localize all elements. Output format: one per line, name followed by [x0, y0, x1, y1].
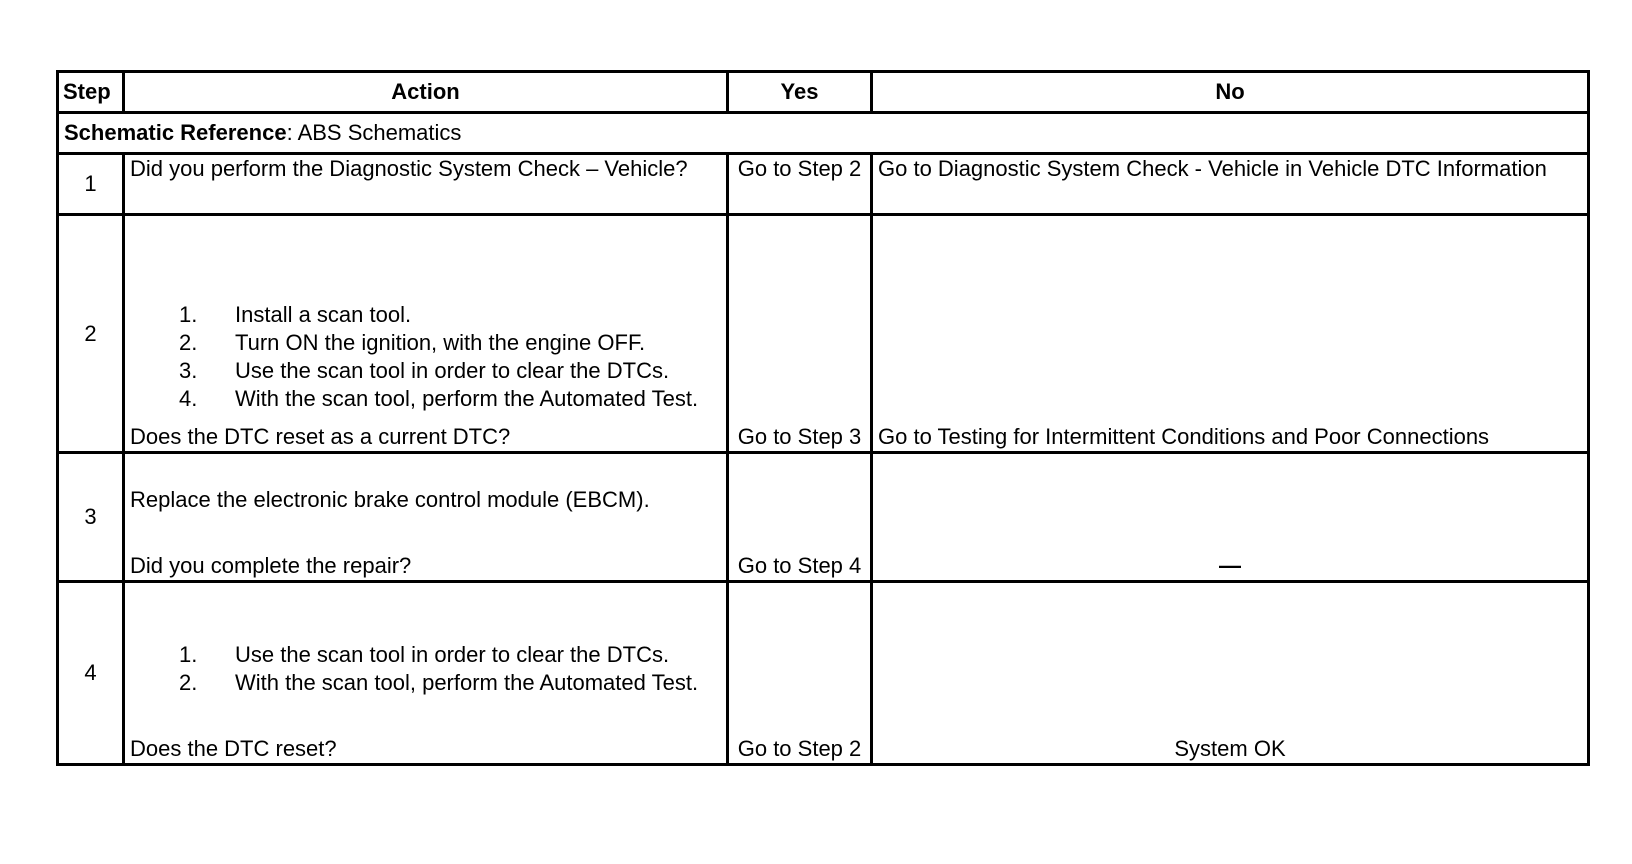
list-item: Install a scan tool. [235, 302, 412, 327]
list-item: Use the scan tool in order to clear the DTCs. [235, 358, 670, 383]
action-cell [124, 453, 728, 582]
no-cell [872, 453, 1589, 582]
action-instruction: Replace the electronic brake control module (EBCM). [130, 487, 650, 512]
yes-cell: Go to Step 4 [728, 453, 872, 582]
action-cell [124, 154, 728, 215]
action-steps-list [130, 641, 721, 697]
yes-cell: Go to Step 3 [728, 215, 872, 453]
header-no: No [872, 72, 1589, 113]
list-item: Use the scan tool in order to clear the DTCs. [235, 642, 670, 667]
header-yes: Yes [728, 72, 872, 113]
list-item: With the scan tool, perform the Automated Test. [235, 670, 699, 695]
action-cell [124, 215, 728, 453]
schematic-label: Schematic Reference [64, 120, 287, 145]
action-question: Did you complete the repair? [130, 553, 412, 578]
step-number: 3 [58, 453, 124, 582]
diagnostic-table [56, 70, 1590, 766]
table-row [58, 154, 1589, 215]
action-question: Did you perform the Diagnostic System Check – Vehicle? [130, 156, 688, 181]
action-cell [124, 582, 728, 765]
yes-cell: Go to Step 2 [728, 582, 872, 765]
yes-cell: Go to Step 2 [728, 154, 872, 215]
no-cell: System OK [872, 582, 1589, 765]
step-number: 4 [58, 582, 124, 765]
step-number: 2 [58, 215, 124, 453]
table-row [58, 582, 1589, 765]
action-steps-list [130, 301, 721, 413]
header-step: Step [58, 72, 124, 113]
no-value-dash: — [1219, 553, 1241, 578]
list-item: With the scan tool, perform the Automated Test. [235, 386, 699, 411]
step-number: 1 [58, 154, 124, 215]
header-row [58, 72, 1589, 113]
action-question: Does the DTC reset? [130, 736, 337, 761]
no-cell: Go to Testing for Intermittent Conditions and Poor Connections [872, 215, 1589, 453]
header-action: Action [124, 72, 728, 113]
schematic-reference-row [58, 113, 1589, 154]
schematic-value: : ABS Schematics [286, 120, 462, 145]
list-item: Turn ON the ignition, with the engine OFF. [235, 330, 646, 355]
table-row [58, 215, 1589, 453]
action-question: Does the DTC reset as a current DTC? [130, 424, 511, 449]
schematic-reference [58, 113, 1589, 154]
no-cell: Go to Diagnostic System Check - Vehicle in Vehicle DTC Information [872, 154, 1589, 215]
table-row [58, 453, 1589, 582]
